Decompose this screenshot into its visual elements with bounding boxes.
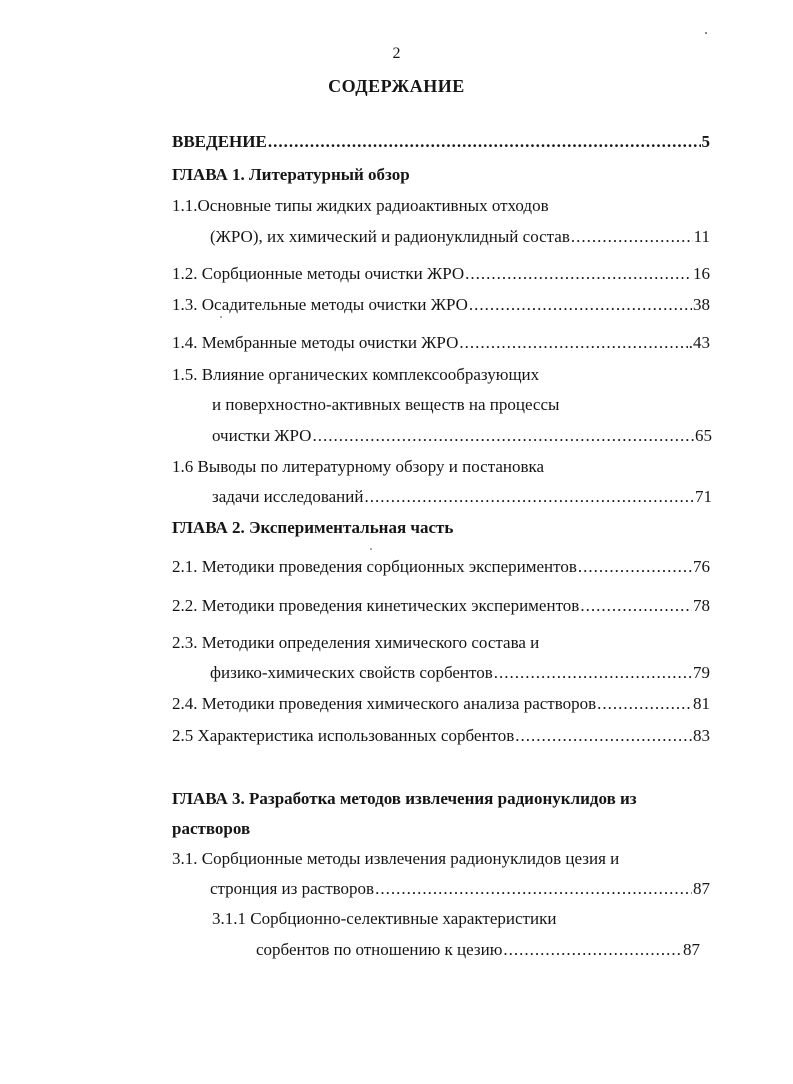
toc-page-number: .43 [688, 333, 710, 352]
toc-entry-text: 3.1.1 Сорбционно-селективные характеристики [212, 909, 557, 928]
toc-chapter-1-heading[interactable] [172, 163, 710, 187]
dot-leader [578, 555, 692, 579]
toc-entry-text: ВВЕДЕНИЕ [172, 132, 267, 151]
dot-leader [465, 262, 692, 286]
toc-page-number: 5 [701, 132, 710, 151]
toc-entry-text: 3.1. Сорбционные методы извлечения радионуклидов цезия и [172, 849, 620, 868]
toc-page-number: 81 [693, 694, 710, 713]
toc-page-number: 79 [693, 663, 710, 682]
toc-page-number: 83 [693, 726, 710, 745]
dot-leader [571, 225, 693, 249]
toc-entry-1-5[interactable] [172, 363, 710, 387]
toc-entry-text: 2.5 Характеристика использованных сорбентов [172, 726, 515, 745]
dot-leader [597, 692, 692, 716]
toc-entry-text: 1.2. Сорбционные методы очистки ЖРО [172, 264, 465, 283]
toc-entry-2-3[interactable] [172, 631, 710, 655]
toc-page-number: 78 [693, 596, 710, 615]
toc-chapter-3-heading[interactable] [172, 787, 710, 811]
page-number: 2 [392, 45, 401, 62]
dot-leader [459, 331, 687, 355]
toc-page-number: 76 [693, 557, 710, 576]
toc-page-number: 16 [693, 264, 710, 283]
toc-entry-3-1[interactable] [172, 847, 710, 871]
toc-entry-text: физико-химических свойств сорбентов [210, 663, 493, 682]
toc-entry-text: 2.1. Методики проведения сорбционных экспериментов [172, 557, 577, 576]
toc-entry-1-6[interactable] [172, 455, 710, 479]
dot-leader [375, 877, 692, 901]
toc-entry-text: 1.4. Мембранные методы очистки ЖРО [172, 333, 459, 352]
toc-entry-1-6-continued[interactable] [212, 485, 712, 509]
toc-entry-1-5-continued[interactable] [212, 393, 712, 417]
toc-entry-text: растворов [172, 819, 251, 838]
dot-leader [503, 938, 682, 962]
toc-entry-text: ГЛАВА 1. Литературный обзор [172, 165, 410, 184]
dot-leader [268, 130, 701, 154]
toc-entry-2-2[interactable] [172, 594, 710, 618]
toc-entry-2-3-continued[interactable] [210, 661, 710, 685]
toc-entry-1-4[interactable] [172, 331, 710, 355]
toc-entry-text: и поверхностно-активных веществ на процессы [212, 395, 560, 414]
toc-page-number: 71 [695, 487, 712, 506]
dot-leader [494, 661, 692, 685]
toc-entry-text: (ЖРО), их химический и радионуклидный состав [210, 227, 570, 246]
toc-entry-text: 1.3. Осадительные методы очистки ЖРО [172, 295, 468, 314]
scan-speck [370, 548, 372, 550]
toc-page-number: 11 [693, 227, 710, 246]
scan-speck [705, 32, 707, 34]
page-title: СОДЕРЖАНИЕ [328, 76, 465, 96]
toc-entry-introduction[interactable] [172, 130, 710, 154]
dot-leader [312, 424, 694, 448]
toc-entry-3-1-1[interactable] [212, 907, 712, 931]
toc-entry-text: стронция из растворов [210, 879, 375, 898]
toc-entry-text: 1.1.Основные типы жидких радиоактивных отходов [172, 196, 549, 215]
toc-entry-text: 1.6 Выводы по литературному обзору и постановка [172, 457, 545, 476]
toc-entry-2-4[interactable] [172, 692, 710, 716]
dot-leader [469, 293, 692, 317]
toc-page-number: 87 [693, 879, 710, 898]
toc-entry-text: сорбентов по отношению к цезию [256, 940, 503, 959]
toc-chapter-3-heading-continued[interactable] [172, 817, 710, 841]
toc-entry-text: очистки ЖРО [212, 426, 312, 445]
toc-entry-text: 2.4. Методики проведения химического анализа растворов [172, 694, 597, 713]
toc-page-number: 38 [693, 295, 710, 314]
toc-page-number: 87 [683, 940, 700, 959]
toc-entry-2-5[interactable] [172, 724, 710, 748]
dot-leader [580, 594, 692, 618]
toc-entry-text: 2.2. Методики проведения кинетических экспериментов [172, 596, 580, 615]
toc-entry-text: 1.5. Влияние органических комплексообразующих [172, 365, 540, 384]
toc-entry-1-1[interactable] [172, 194, 710, 218]
toc-entry-1-1-continued[interactable] [210, 225, 710, 249]
toc-entry-3-1-1-continued[interactable] [256, 938, 700, 962]
toc-entry-text: ГЛАВА 2. Экспериментальная часть [172, 518, 454, 537]
toc-entry-1-5-continued-2[interactable] [212, 424, 712, 448]
toc-page-number: 65 [695, 426, 712, 445]
toc-entry-text: задачи исследований [212, 487, 364, 506]
dot-leader [364, 485, 694, 509]
toc-entry-2-1[interactable] [172, 555, 710, 579]
toc-entry-1-2[interactable] [172, 262, 710, 286]
dot-leader [515, 724, 692, 748]
toc-chapter-2-heading[interactable] [172, 516, 710, 540]
toc-entry-3-1-continued[interactable] [210, 877, 710, 901]
toc-entry-1-3[interactable] [172, 293, 710, 317]
toc-entry-text: ГЛАВА 3. Разработка методов извлечения радионуклидов из [172, 789, 637, 808]
toc-entry-text: 2.3. Методики определения химического состава и [172, 633, 540, 652]
